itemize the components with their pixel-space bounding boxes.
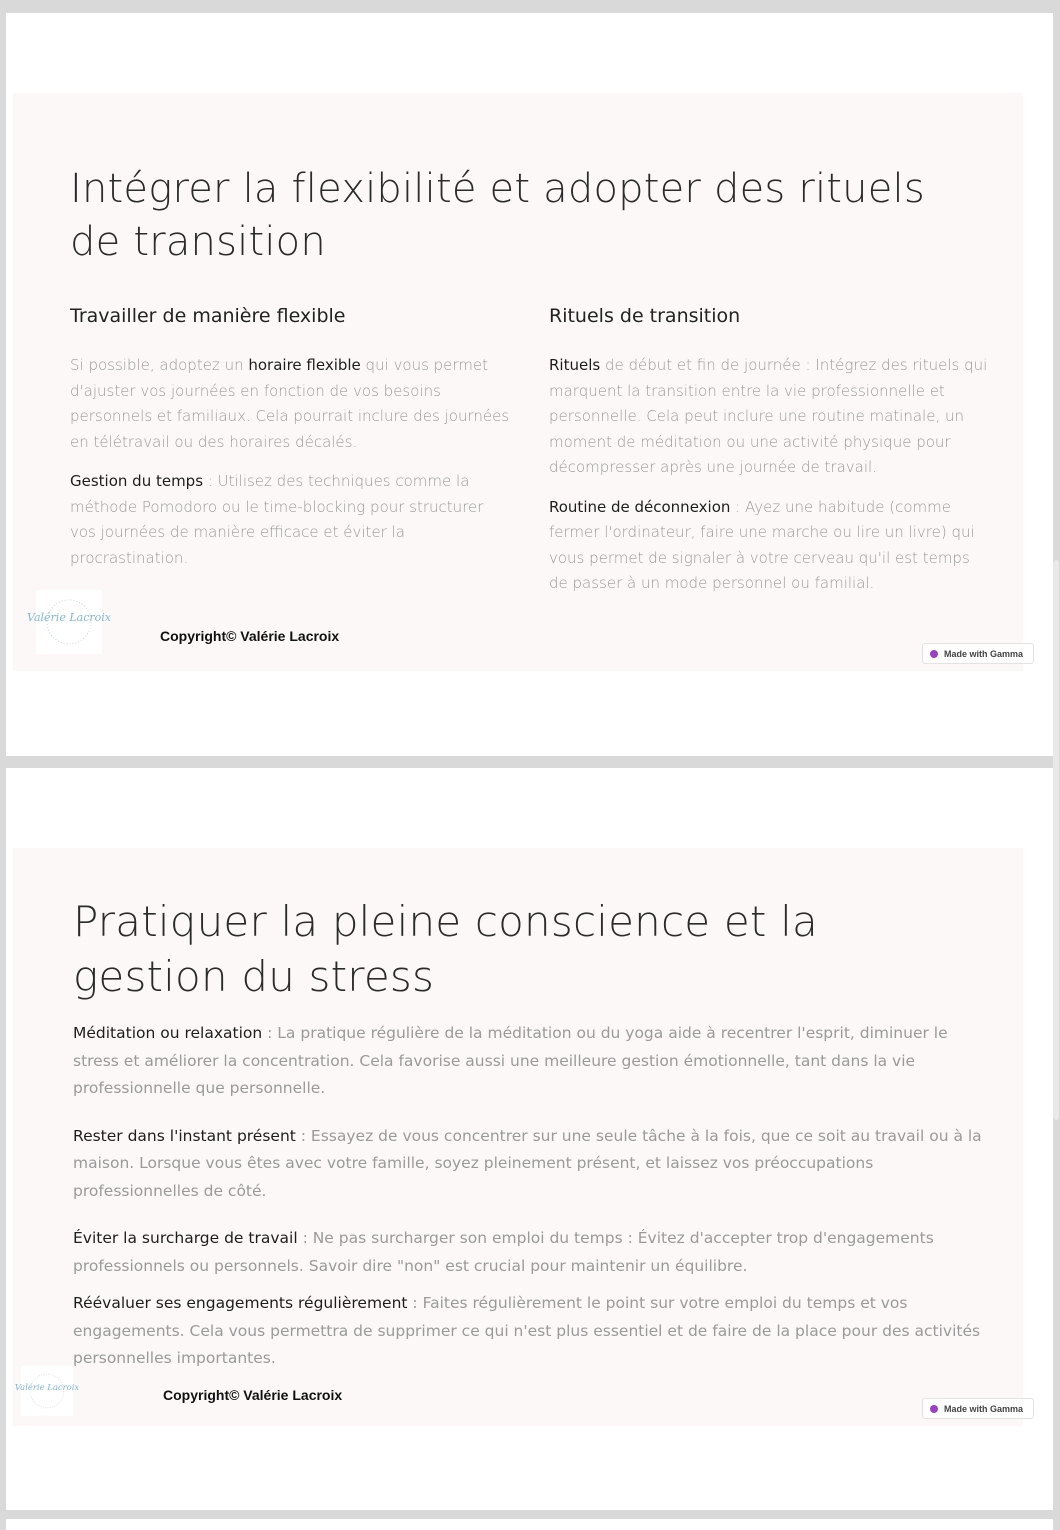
paragraph: Routine de déconnexion : Ayez une habitude (comme fermer l'ordinateur, faire une marche ou lire un livre) qui vous permet de signaler à votre cerveau qu'il est temps de passer à un mode personnel ou familial. — [549, 497, 975, 592]
scrollbar[interactable] — [1053, 560, 1059, 1120]
gamma-icon — [930, 650, 938, 658]
logo-text: Valérie Lacroix — [27, 611, 111, 624]
slide-page-1 — [6, 13, 1053, 756]
brand-logo — [27, 590, 111, 654]
badge-label: Made with Gamma — [944, 648, 1024, 659]
column-flexible — [70, 305, 510, 585]
made-with-gamma-badge[interactable] — [922, 1398, 1034, 1419]
column-rituals — [549, 305, 989, 611]
made-with-gamma-badge[interactable] — [922, 643, 1034, 664]
paragraph: Si possible, adoptez un horaire flexible qui vous permet d'ajuster vos journées en fonction de vos besoins personnels et familiaux. Cela pourrait inclure des journées en télétravail ou des horaires décalés. — [70, 356, 510, 451]
list-item: Méditation ou relaxation : La pratique régulière de la méditation ou du yoga aide à recentrer l'esprit, diminuer le stress et améliorer la concentration. Cela favorise aussi une meilleure gestion émotionnelle, tant dans la vie professionnelle que personnelle. — [73, 1024, 948, 1097]
slide-page-2 — [6, 768, 1053, 1510]
slide-title: Pratiquer la pleine conscience et la gestion du stress — [73, 897, 818, 1001]
column-heading: Rituels de transition — [549, 305, 741, 327]
list-item: Éviter la surcharge de travail : Ne pas surcharger son emploi du temps : Évitez d'accepter trop d'engagements professionnels ou personnels. Savoir dire "non" est crucial pour maintenir un équilibre. — [73, 1229, 934, 1275]
gamma-icon — [930, 1405, 938, 1413]
logo-text: Valérie Lacroix — [14, 1382, 80, 1393]
item-list — [73, 1020, 993, 1373]
column-heading: Travailler de manière flexible — [70, 305, 346, 327]
slide-card — [13, 93, 1023, 671]
paragraph: Rituels de début et fin de journée : Intégrez des rituels qui marquent la transition entre la vie professionnelle et personnelle. Cela peut inclure une routine matinale, un moment de méditation ou une activité physique pour décompresser après une journée de travail. — [549, 356, 988, 476]
list-item: Réévaluer ses engagements régulièrement : Faites régulièrement le point sur votre emploi du temps et vos engagements. Cela vous permettra de supprimer ce qui n'est plus essentiel et de faire de la place pour des activités personnelles importantes. — [73, 1294, 981, 1367]
slide-card — [13, 848, 1023, 1426]
brand-logo — [14, 1366, 80, 1416]
list-item: Rester dans l'instant présent : Essayez de vous concentrer sur une seule tâche à la fois, que ce soit au travail ou à la maison. Lorsque vous êtes avec votre famille, soyez pleinement présent, et laissez vos préoccupations professionnelles de côté. — [73, 1126, 982, 1200]
slide-title: Intégrer la flexibilité et adopter des rituels de transition — [70, 166, 925, 265]
paragraph: Gestion du temps : Utilisez des techniques comme la méthode Pomodoro ou le time-blocking pour structurer vos journées de manière efficace et éviter la procrastination. — [70, 472, 484, 567]
copyright-text: Copyright© Valérie Lacroix — [163, 1387, 343, 1403]
next-page-edge — [6, 1519, 1053, 1530]
badge-label: Made with Gamma — [944, 1403, 1024, 1414]
copyright-text: Copyright© Valérie Lacroix — [160, 628, 340, 644]
